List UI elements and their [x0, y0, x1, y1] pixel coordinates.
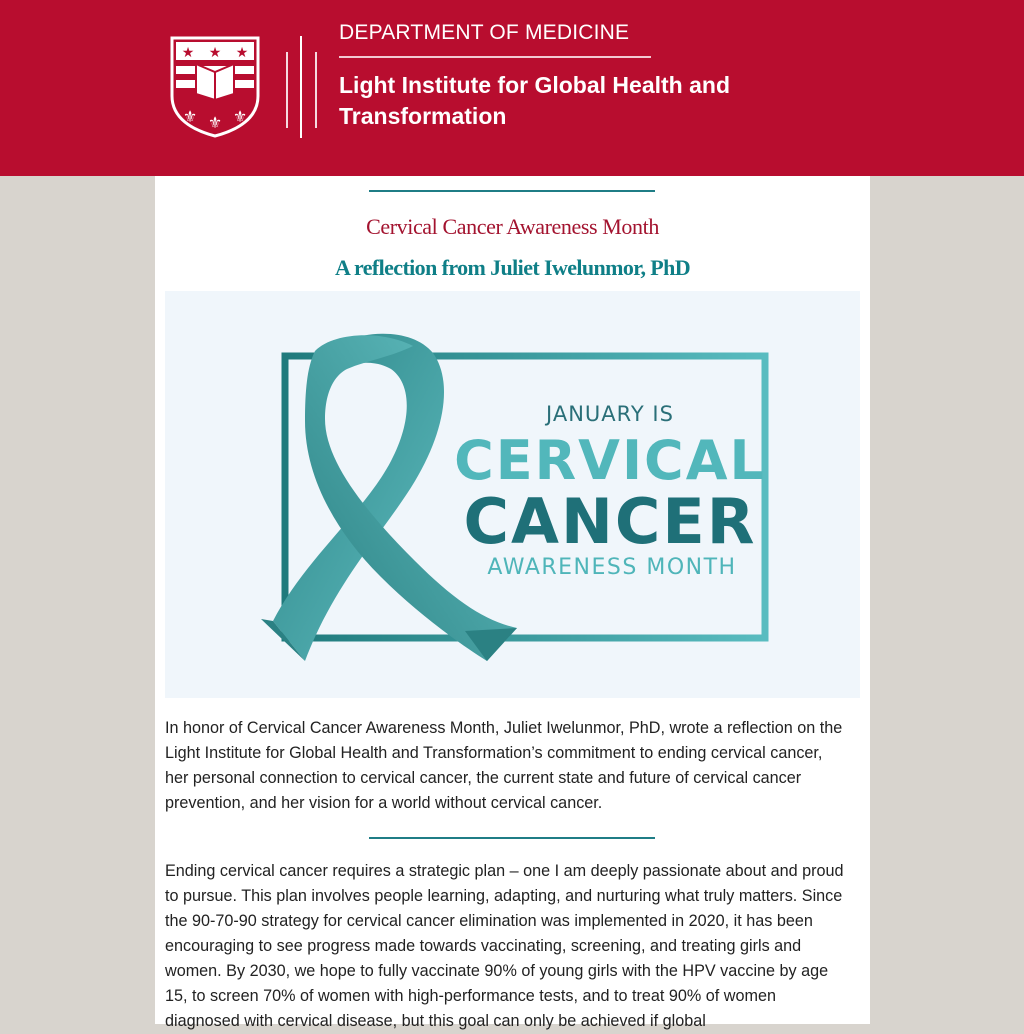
newsletter-content [155, 176, 870, 1030]
section-divider [369, 190, 655, 192]
article-title: Cervical Cancer Awareness Month [366, 214, 659, 239]
department-name[interactable]: DEPARTMENT OF MEDICINE [339, 21, 630, 44]
banner-line-2: CERVICAL [454, 429, 766, 492]
article-subtitle: A reflection from Juliet Iwelunmor, PhD [334, 255, 691, 280]
section-divider [369, 837, 655, 839]
header-rule [339, 56, 651, 58]
intro-paragraph: In honor of Cervical Cancer Awareness Month, Juliet Iwelunmor, PhD, wrote a reflection on the Light Institute for Global Health and Transformation’s commitment to ending cervical cancer, her personal connection to cervical cancer, the current state and future of cervical cancer prevention, and her vision for a world without cervical cancer. [165, 719, 843, 812]
banner-line-1: JANUARY IS [546, 402, 674, 426]
institute-name[interactable]: Light Institute for Global Health and Transformation [339, 72, 730, 129]
header-divider [286, 52, 288, 128]
svg-text:⚜: ⚜ [182, 109, 198, 126]
svg-text:⚜: ⚜ [207, 115, 223, 132]
svg-text:★: ★ [208, 44, 222, 60]
banner-line-4: AWARENESS MONTH [487, 555, 737, 580]
svg-text:★: ★ [181, 44, 195, 60]
header-divider [300, 36, 302, 138]
header-divider [315, 52, 317, 128]
banner-line-3: CANCER [463, 485, 757, 558]
university-crest-icon[interactable] [168, 34, 262, 138]
awareness-banner-image[interactable] [165, 291, 860, 698]
body-paragraph: Ending cervical cancer requires a strategic plan – one I am deeply passionate about and proud to pursue. This plan involves people learning, adapting, and nurturing what truly matters. Since the 90-70-90 strategy for cervical cancer elimination was implemented in 2020, it has been encouraging to see progress made towards vaccinating, screening, and treating girls and women. By 2030, we hope to fully vaccinate 90% of young girls with the HPV vaccine by age 15, to screen 70% of women with high-performance tests, and to treat 90% of women diagnosed with cervical disease, but this goal can only be achieved if global [165, 862, 844, 1030]
svg-text:★: ★ [235, 44, 249, 60]
site-header [0, 0, 1024, 176]
svg-text:⚜: ⚜ [232, 109, 248, 126]
